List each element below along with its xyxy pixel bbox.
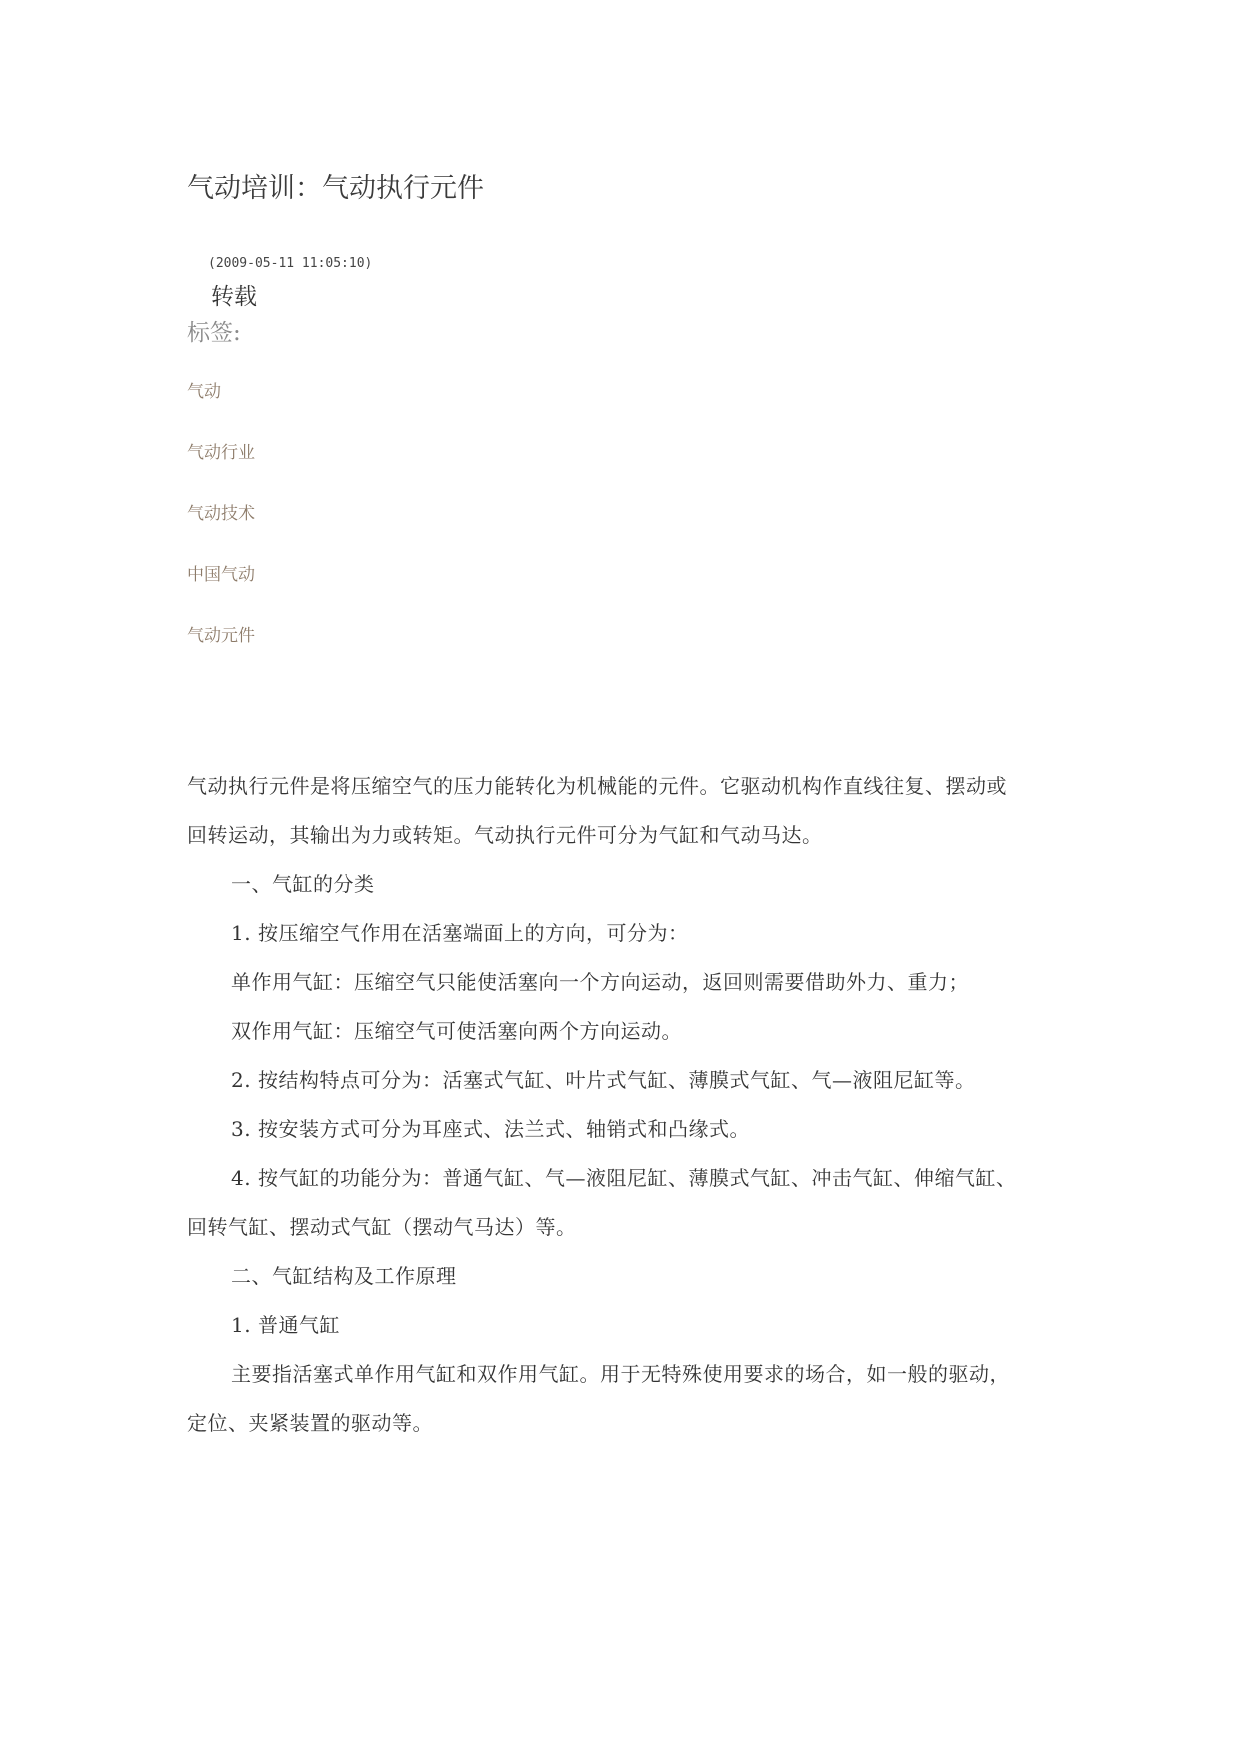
tags-label: 标签:	[187, 320, 241, 346]
body-paragraph-line: 双作用气缸：压缩空气可使活塞向两个方向运动。	[231, 1019, 682, 1043]
repost-label: 转载	[211, 284, 257, 310]
page-title: 气动培训：气动执行元件	[187, 173, 484, 204]
tag-link[interactable]: 气动行业	[187, 443, 255, 463]
section-heading: 一、气缸的分类	[231, 872, 375, 896]
list-item: 2. 按结构特点可分为：活塞式气缸、叶片式气缸、薄膜式气缸、气—液阻尼缸等。	[231, 1068, 976, 1092]
tag-link[interactable]: 气动技术	[187, 504, 255, 524]
post-timestamp: (2009-05-11 11:05:10)	[208, 256, 373, 271]
body-paragraph-line: 单作用气缸：压缩空气只能使活塞向一个方向运动，返回则需要借助外力、重力；	[231, 970, 969, 994]
body-paragraph-line: 回转气缸、摆动式气缸（摆动气马达）等。	[187, 1215, 577, 1239]
list-item: 4. 按气缸的功能分为：普通气缸、气—液阻尼缸、薄膜式气缸、冲击气缸、伸缩气缸、	[231, 1166, 1017, 1190]
body-paragraph-line: 回转运动，其输出为力或转矩。气动执行元件可分为气缸和气动马达。	[187, 823, 823, 847]
list-item: 1. 普通气缸	[231, 1313, 340, 1337]
body-paragraph-line: 主要指活塞式单作用气缸和双作用气缸。用于无特殊使用要求的场合，如一般的驱动，	[231, 1362, 1010, 1386]
tag-link[interactable]: 中国气动	[187, 565, 255, 585]
list-item: 3. 按安装方式可分为耳座式、法兰式、轴销式和凸缘式。	[231, 1117, 750, 1141]
section-heading: 二、气缸结构及工作原理	[231, 1264, 457, 1288]
body-paragraph-line: 气动执行元件是将压缩空气的压力能转化为机械能的元件。它驱动机构作直线往复、摆动或	[187, 774, 1007, 798]
tag-link[interactable]: 气动	[187, 382, 221, 402]
body-paragraph-line: 定位、夹紧装置的驱动等。	[187, 1411, 433, 1435]
list-item: 1. 按压缩空气作用在活塞端面上的方向，可分为：	[231, 921, 689, 945]
tag-link[interactable]: 气动元件	[187, 626, 255, 646]
